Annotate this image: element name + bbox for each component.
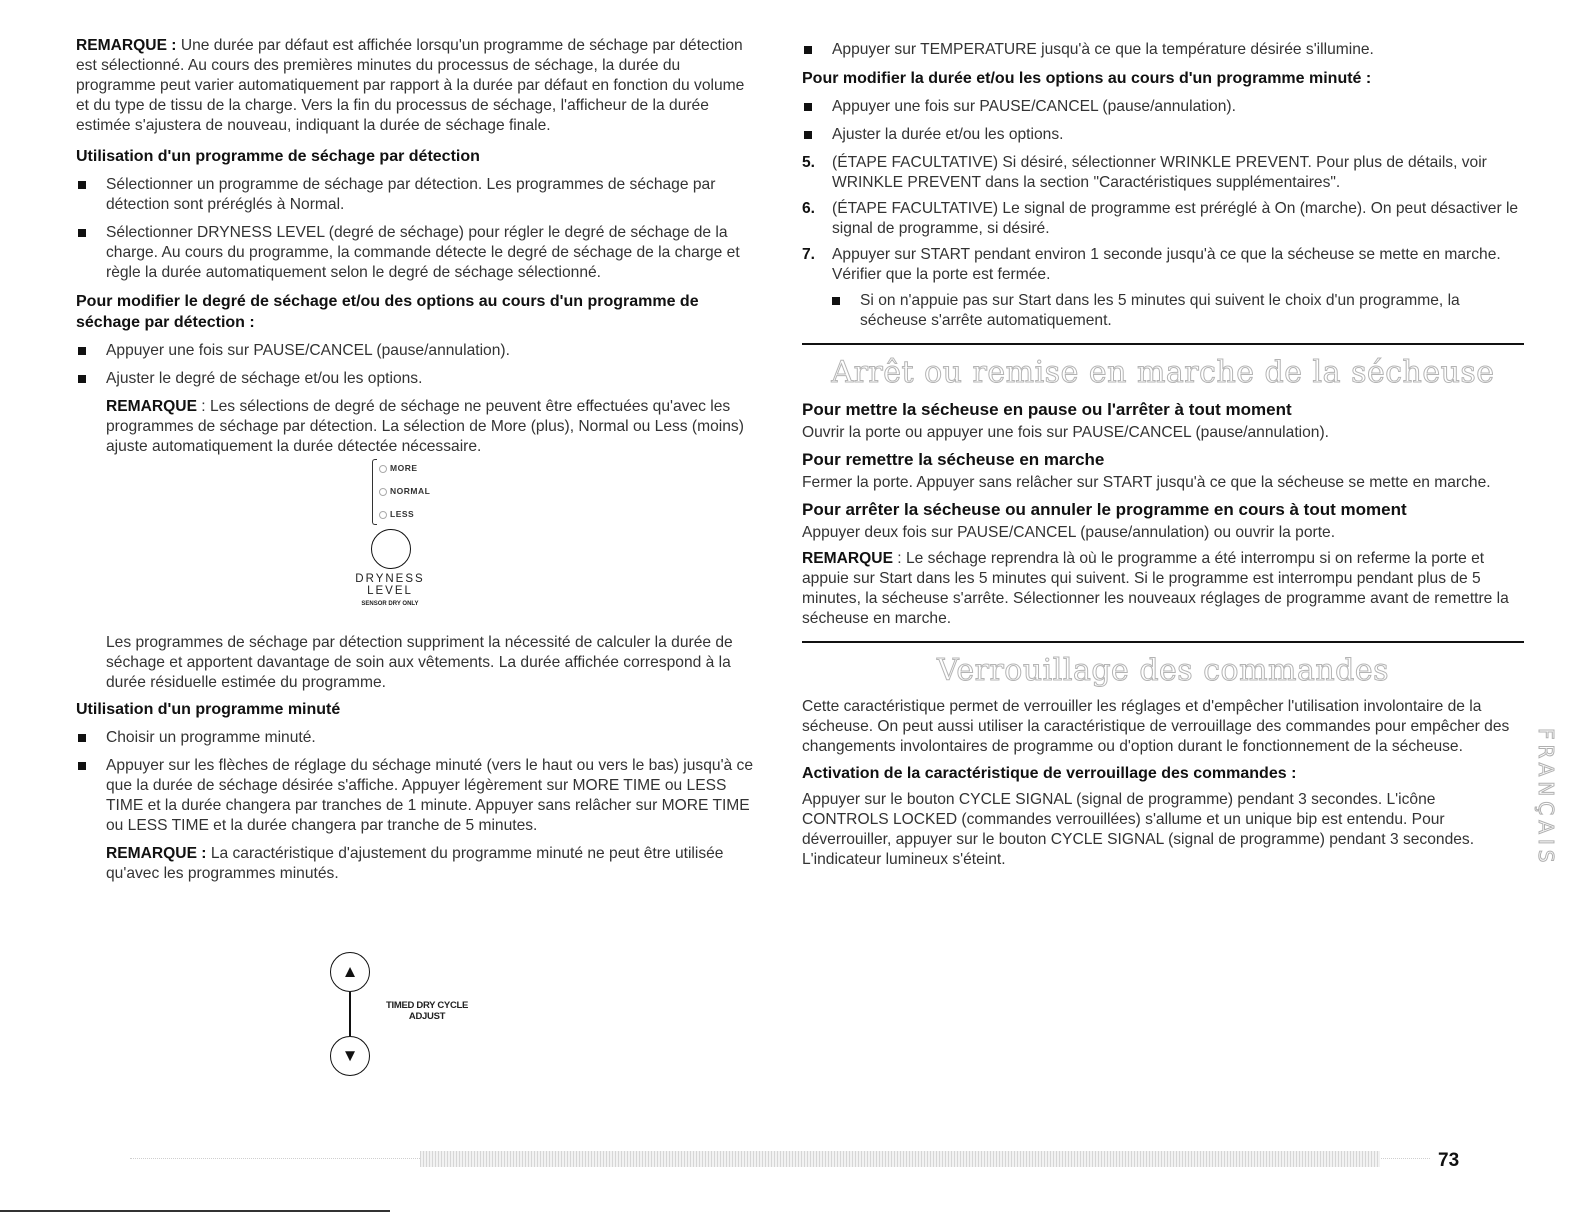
footer-band [420, 1151, 1380, 1167]
bullet-start-timeout: Si on n'appuie pas sur Start dans les 5 minutes qui suivent le choix d'un programme, la sécheuse s'arrête automatiquement. [802, 291, 1524, 331]
section-title-controls-lock: Verrouillage des commandes [936, 653, 1390, 688]
paragraph-controls-lock: Cette caractéristique permet de verrouiller les réglages et d'empêcher l'utilisation involontaire de la sécheuse. On peut aussi utiliser la caractéristique de verrouillage des commandes pour empêcher des changements involontaires de programme ou d'option durant le fonctionnement de la sécheuse. [802, 698, 1510, 755]
language-side-tab: FRANÇAIS [1534, 728, 1558, 868]
left-column [76, 36, 761, 884]
remarque-text: : Le séchage reprendra là où le programme a été interrompu si on referme la porte et appuie sur Start dans les 5 minutes qui suivent. Si le programme est interrompu pendant plus de 5 minutes, la sécheuse s'arrête. Sélectionner les nouveaux réglages de programme avant de remettre la sécheuse en marche. [802, 550, 1509, 627]
indicator-dot-icon [379, 488, 387, 496]
step-7 [802, 245, 1524, 285]
step-number: 5. [802, 154, 816, 171]
heading-stop: Pour arrêter la sécheuse ou annuler le programme en cours à tout moment [802, 500, 1407, 519]
remarque-label: REMARQUE [802, 550, 893, 567]
bullet-dryness-level: Sélectionner DRYNESS LEVEL (degré de séchage) pour régler le degré de séchage de la charge. Au cours du programme, la commande détecte le degré de séchage de la charge et règle la durée automatiquement selon le degré de séchage sélectionné. [76, 223, 761, 283]
dryness-option-less-label: LESS [390, 509, 415, 519]
dryness-label-line2: LEVEL [367, 585, 413, 597]
dryness-knob-sublabel: SENSOR DRY ONLY [361, 601, 419, 607]
heading-timed-cycle: Utilisation d'un programme minuté [76, 701, 341, 718]
step-text: (ÉTAPE FACULTATIVE) Si désiré, sélectionner WRINKLE PREVENT. Pour plus de détails, voir WRINKLE PREVENT dans la section "Caractéristiques supplémentaires". [832, 154, 1487, 191]
bottom-rule [0, 1210, 390, 1212]
dryness-option-normal [379, 486, 430, 496]
remarque-text: : Les sélections de degré de séchage ne peuvent être effectuées qu'avec les programmes de séchage par détection. La sélection de More (plus), Normal ou Less (moins) ajuste automatiquement la durée détectée nécessaire. [106, 398, 744, 455]
step-6 [802, 199, 1524, 239]
step-5 [802, 153, 1524, 193]
dryness-option-less [379, 509, 414, 519]
dryness-option-normal-label: NORMAL [390, 486, 431, 496]
remarque-label: REMARQUE : [106, 845, 207, 862]
paragraph-restart: Fermer la porte. Appuyer sans relâcher sur START jusqu'à ce que la sécheuse se mette en marche. [802, 474, 1491, 491]
remarque-timed-adjust [76, 844, 761, 884]
remarque-dryness-selection [76, 397, 761, 457]
step-text: Appuyer sur START pendant environ 1 seconde jusqu'à ce que la sécheuse se mette en marche. Vérifier que la porte est fermée. [832, 246, 1501, 283]
step-text: (ÉTAPE FACULTATIVE) Le signal de programme est préréglé à On (marche). On peut désactiver le signal de programme, si désiré. [832, 200, 1519, 237]
paragraph-pause: Ouvrir la porte ou appuyer une fois sur PAUSE/CANCEL (pause/annulation). [802, 424, 1329, 441]
section-title-stop-restart: Arrêt ou remise en marche de la sécheuse [831, 355, 1495, 390]
timed-label-line1: TIMED DRY CYCLE [386, 1000, 469, 1011]
section-divider [802, 641, 1524, 643]
heading-modify-sensor: Pour modifier le degré de séchage et/ou des options au cours d'un programme de séchage par détection : [76, 293, 699, 331]
page-number: 73 [1438, 1150, 1460, 1171]
remarque-text: Une durée par défaut est affichée lorsqu'un programme de séchage par détection est sélectionné. Au cours des premières minutes du processus de séchage, la durée du programme peut varier automatiquement par rapport à la durée par défaut en fonction du volume et du type de tissu de la charge. Vers la fin du processus de séchage, l'afficheur de la durée estimée s'ajustera de nouveau, indiquant la durée de séchage finale. [76, 37, 745, 134]
heading-pause: Pour mettre la sécheuse en pause ou l'arrêter à tout moment [802, 400, 1292, 419]
paragraph-stop: Appuyer deux fois sur PAUSE/CANCEL (pause/annulation) ou ouvrir la porte. [802, 524, 1336, 541]
paragraph-sensor-benefit: Les programmes de séchage par détection suppriment la nécessité de calculer la durée de séchage et apportent davantage de soin aux vêtements. La durée affichée correspond à la durée résiduelle estimée du programme. [106, 634, 733, 691]
bullet-adjust-time: Ajuster la durée et/ou les options. [802, 125, 1524, 145]
timed-dry-adjust-figure [330, 952, 530, 1092]
bullet-pause-cancel-timed: Appuyer une fois sur PAUSE/CANCEL (pause/annulation). [802, 97, 1524, 117]
indicator-dot-icon [379, 465, 387, 473]
step-number: 7. [802, 246, 816, 263]
step-number: 6. [802, 200, 816, 217]
dryness-bracket [372, 459, 377, 525]
remarque-default-duration [76, 36, 761, 136]
indicator-dot-icon [379, 511, 387, 519]
remarque-label: REMARQUE [106, 398, 197, 415]
heading-restart: Pour remettre la sécheuse en marche [802, 450, 1105, 469]
bullet-choose-timed: Choisir un programme minuté. [76, 728, 761, 748]
arrow-down-icon: ▼ [330, 1036, 370, 1076]
timed-label-line2: ADJUST [408, 1011, 446, 1022]
heading-activate-lock: Activation de la caractéristique de verrouillage des commandes : [802, 765, 1297, 782]
remarque-text: La caractéristique d'ajustement du programme minuté ne peut être utilisée qu'avec les programmes minutés. [106, 845, 724, 882]
dryness-option-more [379, 463, 418, 473]
dryness-knob-icon [371, 529, 411, 569]
remarque-resume [802, 549, 1524, 629]
heading-sensor-cycle: Utilisation d'un programme de séchage par détection [76, 148, 480, 165]
timed-adjust-label [386, 1000, 468, 1022]
paragraph-activate-lock: Appuyer sur le bouton CYCLE SIGNAL (signal de programme) pendant 3 secondes. L'icône CONTROLS LOCKED (commandes verrouillées) s'allume et un unique bip est entendu. Pour déverrouiller, appuyer sur le bouton CYCLE SIGNAL (signal de programme) pendant 3 secondes. L'indicateur lumineux s'éteint. [802, 791, 1475, 868]
dryness-option-more-label: MORE [390, 463, 418, 473]
bullet-temperature: Appuyer sur TEMPERATURE jusqu'à ce que la température désirée s'illumine. [802, 40, 1524, 60]
bullet-arrow-adjust: Appuyer sur les flèches de réglage du séchage minuté (vers le haut ou vers le bas) jusqu'à ce que la durée de séchage désirée s'affiche. Appuyer légèrement sur MORE TIME ou LESS TIME et la durée changera par tranches de 1 minute. Appuyer sans relâcher sur MORE TIME ou LESS TIME et la durée changera par tranche de 5 minutes. [76, 756, 761, 836]
section-divider [802, 343, 1524, 345]
bullet-adjust-dryness: Ajuster le degré de séchage et/ou les options. [76, 369, 761, 389]
remarque-label: REMARQUE : [76, 37, 177, 54]
dryness-label-line1: DRYNESS [355, 573, 425, 585]
bullet-select-sensor: Sélectionner un programme de séchage par détection. Les programmes de séchage par détection sont préréglés à Normal. [76, 175, 761, 215]
arrow-up-icon: ▲ [330, 952, 370, 992]
bullet-pause-cancel: Appuyer une fois sur PAUSE/CANCEL (pause/annulation). [76, 341, 761, 361]
connector-line [349, 992, 351, 1036]
dryness-knob-label [346, 573, 434, 597]
right-column [802, 40, 1524, 870]
heading-modify-timed: Pour modifier la durée et/ou les options au cours d'un programme minuté : [802, 70, 1372, 87]
dryness-level-figure [76, 459, 761, 627]
